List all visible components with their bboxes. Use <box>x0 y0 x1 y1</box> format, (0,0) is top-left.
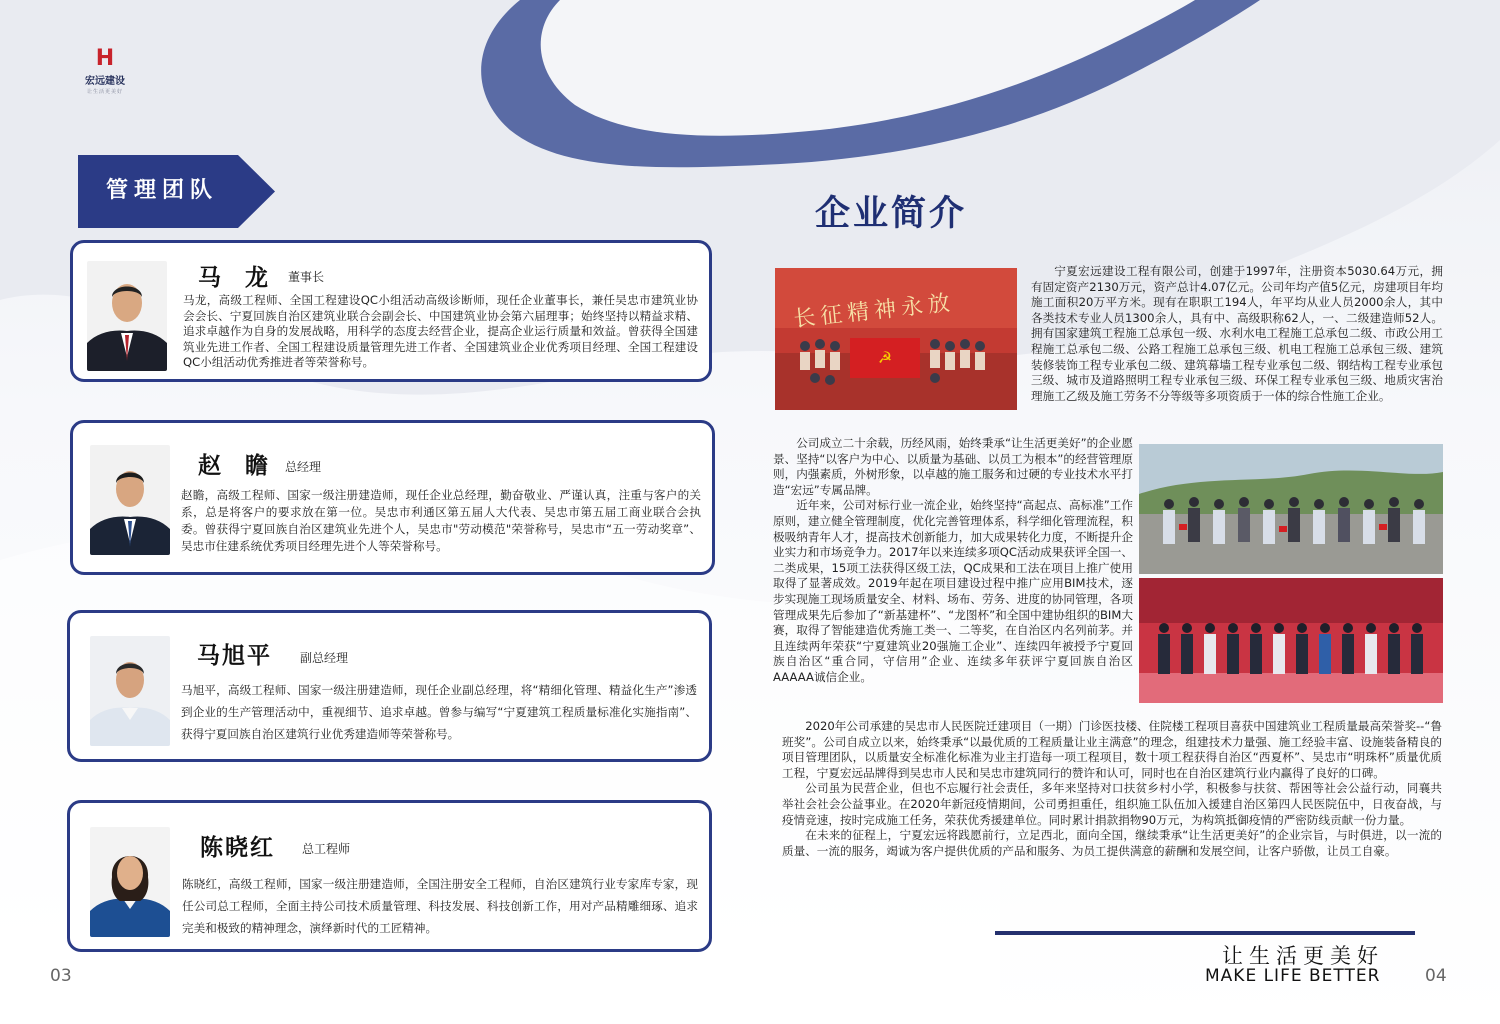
person-photo <box>90 827 170 937</box>
tagline-english: MAKE LIFE BETTER <box>1205 966 1381 986</box>
person-desc: 马旭平，高级工程师、国家一级注册建造师，现任企业副总经理，将“精细化管理、精益化生产”渗透到企业的生产管理活动中，重视细节、追求卓越。曾参与编写“宁夏建筑工程质量标准化实施指南”、获得宁夏回族自治区建筑行业优秀建造师等荣誉称号。 <box>181 683 697 741</box>
person-desc: 赵瞻，高级工程师、国家一级注册建造师，现任企业总经理，勤奋敬业、严谨认真，注重与客户的关系，总是将客户的要求放在第一位。吴忠市利通区第五届人大代表、吴忠市第五届工商业联合会执委。曾获得宁夏回族自治区建筑业先进个人，吴忠市"劳动模范"荣誉称号，吴忠市“五一劳动奖章”、吴忠市住建系统优秀项目经理先进个人等荣誉称号。 <box>181 488 701 553</box>
person-title: 总经理 <box>285 460 322 474</box>
person-title: 副总经理 <box>300 651 349 665</box>
intro-paragraph <box>1031 264 1443 404</box>
photo-red-banner-group <box>775 268 1017 410</box>
section-tag-management <box>78 155 275 228</box>
banner-text: 长征精神永放 <box>792 290 957 333</box>
logo-mark-icon: H <box>95 46 115 71</box>
page-number-right: 04 <box>1425 966 1447 986</box>
intro-text: 宁夏宏远建设工程有限公司，创建于1997年，注册资本5030.64万元，拥有固定资产2130万元，资产总计4.07亿元。公司年均产值5亿元，房建项目年均施工面积20万平方米。现有在职职工194人，年平均从业人员2000余人，其中各类技术专业人员1300余人，具有中、高级职称62人，一、二级建造师52人。拥有国家建筑工程施工总承包一级、水利水电工程施工总承包二级、市政公用工程施工总承包二级、公路工程施工总承包三级、机电工程施工总承包三级、建筑装修装饰工程专业承包二级、建筑幕墙工程专业承包二级、钢结构工程专业承包三级、城市及道路照明工程专业承包三级、环保工程专业承包三级、地质灾害治理施工乙级及施工劳务不分等级等多项资质于一体的综合性施工企业。 <box>1031 264 1443 403</box>
person-photo <box>87 261 167 371</box>
person-photo <box>90 636 170 746</box>
page-number-left: 03 <box>50 966 72 986</box>
person-name: 陈晓红 <box>200 835 275 861</box>
person-title: 董事长 <box>288 270 325 284</box>
company-logo <box>70 48 140 95</box>
tagline-divider <box>995 931 1415 935</box>
achievement-text-2: 公司虽为民营企业，但也不忘履行社会责任，多年来坚持对口扶贫乡村小学，积极参与扶贫、帮困等社会公益行动，同襄共举社会社会公益事业。在2020年新冠疫情期间，公司勇担重任，组织施工队伍加入援建自治区第四人民医院伍中，日夜奋战，与疫情竞速，按时完成施工任务，荣获优秀援建单位。同时累计捐款捐物90万元，为构筑抵御疫情的严密防线贡献一份力量。 <box>782 781 1442 827</box>
svg-text:☭: ☭ <box>877 348 893 367</box>
person-name: 赵 瞻 <box>198 453 277 479</box>
logo-name: 宏远建设 <box>85 76 125 87</box>
person-desc: 马龙，高级工程师、全国工程建设QC小组活动高级诊断师，现任企业董事长，兼任吴忠市建筑业协会会长、宁夏回族自治区建筑业联合会副会长、中国建筑业协会第六届理事；始终坚持以精益求精、追求卓越作为自身的发展战略，用科学的态度去经营企业，提高企业运行质量和效益。曾获得全国建筑业先进工作者、全国工程建设质量管理先进工作者、全国建筑业企业优秀项目经理、全国工程建设QC小组活动优秀推进者等荣誉称号。 <box>183 293 698 369</box>
person-card <box>70 240 712 382</box>
tagline-chinese: 让生活更美好 <box>1222 944 1384 968</box>
achievement-text-1: 2020年公司承建的吴忠市人民医院迁建项目（一期）门诊医技楼、住院楼工程项目喜获中国建筑业工程质量最高荣誉奖--“鲁班奖”。公司自成立以来，始终秉承“以最优质的工程质量让业主满意”的理念，组建技术力量强、施工经验丰富、设施装备精良的项目管理团队，以质量安全标准化标准为业主打造每一项工程项目，数十项工程获得自治区“西夏杯”、吴忠市“明珠杯”质量优质工程，宁夏宏远品牌得到吴忠市人民和吴忠市建筑同行的赞许和认可，同时也在自治区建筑行业内赢得了良好的口碑。 <box>782 719 1442 780</box>
achievement-paragraphs <box>782 719 1442 859</box>
person-card <box>67 610 712 762</box>
person-desc: 陈晓红，高级工程师，国家一级注册建造师，全国注册安全工程师，自治区建筑行业专家库专家，现任公司总工程师，全面主持公司技术质量管理、科技发展、科技创新工作，用对产品精雕细琢、追求完美和极致的精神理念，演绎新时代的工匠精神。 <box>182 877 698 935</box>
photo-outdoor-group <box>1139 444 1443 574</box>
history-text-2: 近年来，公司对标行业一流企业，始终坚持“高起点、高标准”工作原则，建立健全管理制度，优化完善管理体系，科学细化管理流程，积极吸纳青年人才，提高技术创新能力，加大成果转化力度，不断提升企业实力和市场竞争力。2017年以来连续多项QC活动成果获评全国一、二类成果，15项工法获得区级工法，QC成果和工法在项目上推广使用取得了显著成效。2019年起在项目建设过程中推广应用BIM技术，逐步实现施工现场质量安全、材料、场布、劳务、进度的协同管理，各项管理成果先后参加了“新基建杯”、“龙图杯”和全国中建协组织的BIM大赛，取得了智能建造优秀施工类一、二等奖，在自治区内名列前茅。并且连续两年荣获“宁夏建筑业20强施工企业”、连续四年被授予宁夏回族自治区“重合同，守信用”企业、连续多年获评宁夏回族自治区AAAAA诚信企业。 <box>773 498 1133 684</box>
history-paragraphs <box>773 436 1133 686</box>
logo-slogan: 让生活更美好 <box>86 89 123 95</box>
page-title: 企业简介 <box>815 193 968 234</box>
person-name: 马 龙 <box>198 265 277 291</box>
person-photo <box>90 445 170 555</box>
person-card <box>67 800 712 952</box>
achievement-text-3: 在未来的征程上，宁夏宏远将践愿前行，立足西北，面向全国，继续秉承“让生活更美好”的企业宗旨，与时俱进，以一流的质量、一流的服务，竭诚为客户提供优质的产品和服务、为员工提供满意的薪酬和发展空间，让客户骄傲，让员工自豪。 <box>782 828 1442 858</box>
photo-indoor-group <box>1139 578 1443 703</box>
person-name: 马旭平 <box>197 643 272 669</box>
section-title: 管理团队 <box>106 178 219 203</box>
history-text-1: 公司成立二十余载，历经风雨，始终秉承“让生活更美好”的企业愿景、坚持“以客户为中心、以质量为基础、以员工为根本”的经营管理原则，内强素质，外树形象，以卓越的施工服务和过硬的专业技术水平打造“宏远”专属品牌。 <box>773 436 1133 497</box>
person-card <box>70 420 715 575</box>
person-title: 总工程师 <box>302 842 351 856</box>
